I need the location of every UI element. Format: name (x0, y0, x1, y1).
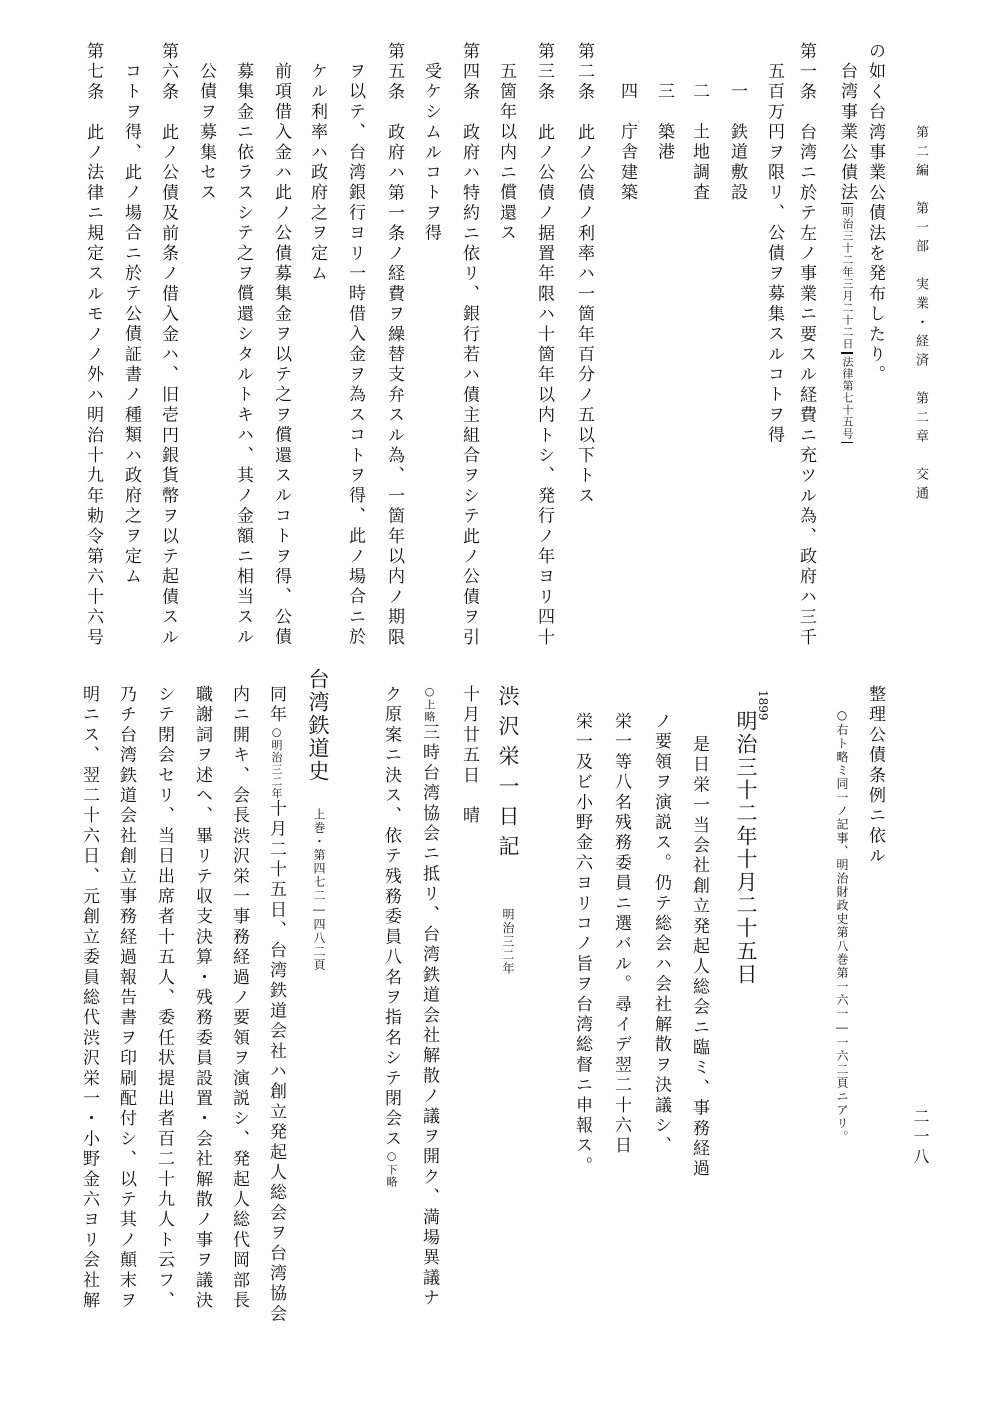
item-4: 四 庁舎建築 (617, 82, 637, 204)
history-reference: 上巻・第四七二―四八二頁 (312, 808, 326, 972)
law-note-number: 法律第七十五号 (841, 356, 854, 441)
article-6-line-1: 第六条 此ノ公債及前条ノ借入金ハ、旧壱円銀貨幣ヲ以テ起債スル (158, 42, 178, 648)
history-line-3: 職謝詞ヲ述ヘ、畢リテ収支決算・残務委員設置・会社解散ノ事ヲ議決 (192, 685, 212, 1312)
summary-line-2: ノ要領ヲ演説ス。仍テ総会ハ会社解散ヲ決議シ、 (651, 712, 671, 1157)
history-line-6: 明ニス、翌二十六日、元創立委員総代渋沢栄一・小野金六ヨリ会社解 (79, 685, 99, 1312)
diary-date: 十月廿五日 晴 (459, 685, 479, 827)
article-7: 第七条 此ノ法律ニ規定スルモノノ外ハ明治十九年勅令第六十六号 (83, 42, 103, 648)
summary-line-1: 是日栄一当会社創立発起人総会ニ臨ミ、事務経過 (689, 735, 709, 1180)
history-line-4: シテ閉会セリ、当日出席者十五人、委任状提出者百二十九人ト云フ、 (154, 685, 174, 1312)
diary-line-1 (420, 685, 437, 1309)
article-5-line-5: 募集金ニ依ラスシテ之ヲ償還シタルトキハ、其ノ金額ニ相当スル (233, 62, 253, 648)
article-2: 第二条 此ノ公債ノ利率ハ一箇年百分ノ五以下トス (574, 42, 594, 507)
omission-mark-top: ○上略 (423, 685, 436, 723)
history-line-5: 乃チ台湾鉄道会社創立事務経過報告書ヲ印刷配付シ、以テ其ノ顛末ヲ (116, 685, 136, 1312)
diary-title: 渋沢栄一日記 (496, 685, 520, 865)
article-3-line-1: 第三条 此ノ公債ノ据置年限ハ十箇年以内トシ、発行ノ年ヨリ四十 (534, 42, 554, 648)
article-5-line-1: 第五条 政府ハ第一条ノ経費ヲ繰替支弁スル為、一箇年以内ノ期限 (384, 42, 404, 648)
page-number: 二一八 (911, 1108, 930, 1168)
article-5-line-2: ヲ以テ、台湾銀行ヨリ一時借入金ヲ為スコトヲ得、此ノ場合ニ於 (345, 62, 365, 648)
law-note-2 (841, 353, 853, 443)
diary-line-2-text: ク原案ニ決ス、依テ残務委員八名ヲ指名シテ閉会ス (381, 685, 401, 1150)
history-line-1-lead: 同年 (266, 685, 286, 726)
section-title: 整理公債条例ニ依ル (865, 685, 885, 867)
diary-line-2 (382, 685, 399, 1188)
article-4-line-1: 第四条 政府ハ特約ニ依リ、銀行若ハ債主組合ヲシテ此ノ公債ヲ引 (459, 42, 479, 648)
article-5-line-6: 公債ヲ募集セス (196, 62, 216, 204)
article-1-line-1: 第一条 台湾ニ於テ左ノ事業ニ要スル経費ニ充ツル為、政府ハ三千 (796, 42, 816, 648)
article-4-line-2: 受ケシムルコトヲ得 (421, 62, 441, 244)
article-1-line-2: 五百万円ヲ限リ、公債ヲ募集スルコトヲ得 (764, 62, 784, 446)
item-3: 三 築港 (654, 82, 674, 163)
history-year-note: ○明治三二年 (270, 725, 283, 800)
history-line-1 (267, 685, 284, 1325)
law-title-line (838, 62, 855, 443)
history-title: 台湾鉄道史 (306, 668, 330, 783)
law-note-date: 明治三十二年三月二十二日 (841, 206, 854, 351)
summary-line-4: 栄一及ビ小野金六ヨリコノ旨ヲ台湾総督ニ申報ス。 (572, 712, 592, 1177)
running-head: 第二編 第一部 実業・経済 第二章 交通 (913, 125, 928, 505)
article-5-line-4: 前項借入金ハ此ノ公債募集金ヲ以テ之ヲ償還スルコトヲ得、公債 (271, 62, 291, 648)
history-line-2: 内ニ開キ、会長渋沢栄一事務経過ノ要領ヲ演説シ、発起人総代岡部長 (229, 685, 249, 1312)
law-note (841, 203, 853, 353)
article-3-line-2: 五箇年以内ニ償還ス (496, 62, 516, 244)
article-5-line-3: ケル利率ハ政府之ヲ定ム (307, 62, 327, 285)
diary-line-1-text: 三時台湾協会ニ抵リ、台湾鉄道会社解散ノ議ヲ開ク、満場異議ナ (419, 723, 439, 1309)
history-line-1-text: 十月二十五日、台湾鉄道会社ハ創立発起人総会ヲ台湾協会 (266, 799, 286, 1325)
law-title: 台湾事業公債法 (837, 62, 857, 204)
item-2: 二 土地調査 (689, 82, 709, 204)
section-note: ○右ト略ミ同一ノ記事、明治財政史第八巻第一六一―一六二頁ニアリ。 (835, 708, 849, 1144)
western-year: 1899 (756, 690, 770, 721)
item-1: 一 鉄道敷設 (727, 82, 747, 204)
event-date: 明治三十二年十月二十五日 (734, 710, 758, 986)
article-6-line-2: コトヲ得、此ノ場合ニ於テ公債証書ノ種類ハ政府之ヲ定ム (121, 62, 141, 588)
summary-line-3: 栄一等八名残務委員ニ選バル。尋イデ翌二十六日 (611, 712, 631, 1157)
omission-mark-bottom: ○下略 (385, 1149, 398, 1188)
intro-line: の如く台湾事業公債法を発布したり。 (865, 42, 885, 386)
diary-year: 明治三二年 (501, 908, 515, 976)
